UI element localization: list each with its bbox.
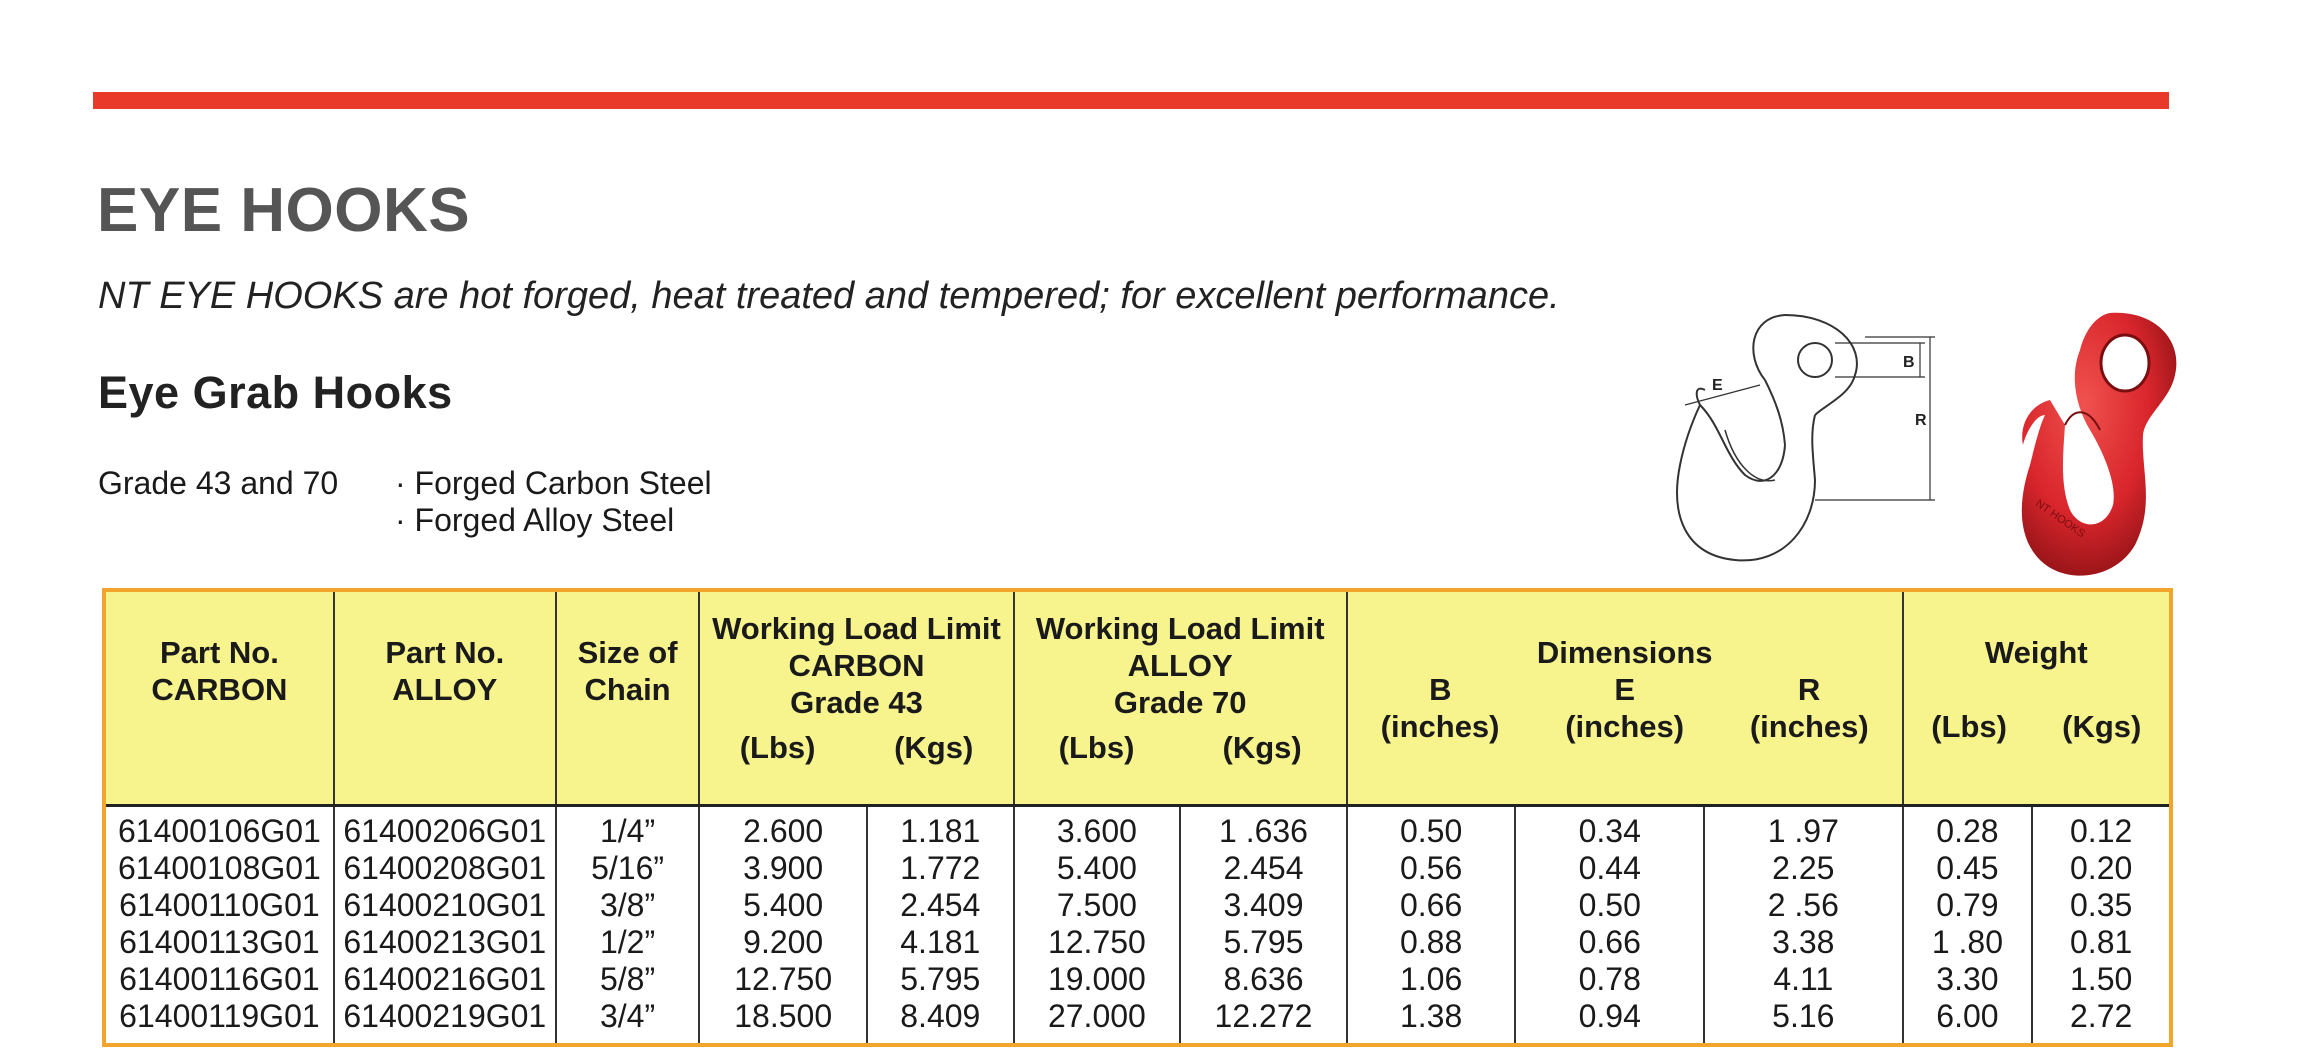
table-cell: 0.45: [1903, 850, 2033, 887]
grade-label: Grade 43 and 70: [98, 465, 339, 501]
table-cell: 5.400: [1014, 850, 1181, 887]
table-cell: 1 .80: [1903, 924, 2033, 961]
dim-b-unit: (inches): [1380, 709, 1500, 744]
table-cell: 0.50: [1347, 806, 1516, 851]
table-cell: 1 .97: [1704, 806, 1903, 851]
header-wll-carbon: Working Load Limit CARBON Grade 43 (Lbs) (Kgs): [699, 590, 1013, 806]
materials-list: [395, 465, 712, 539]
table-cell: 12.750: [1014, 924, 1181, 961]
unit-lbs: (Lbs): [1931, 709, 2007, 744]
table-cell: 1.38: [1347, 998, 1516, 1045]
header-part-alloy: Part No. ALLOY: [334, 590, 556, 806]
table-cell: 61400110G01: [104, 887, 334, 924]
table-cell: 12.272: [1180, 998, 1347, 1045]
unit-kgs: (Kgs): [2062, 709, 2142, 744]
table-cell: 5/8”: [556, 961, 700, 998]
table-cell: 3.38: [1704, 924, 1903, 961]
table-cell: 0.66: [1347, 887, 1516, 924]
table-cell: 5.795: [867, 961, 1014, 998]
header-part-carbon: Part No. CARBON: [104, 590, 334, 806]
spec-table: [102, 588, 2173, 1047]
unit-kgs: (Kgs): [1222, 730, 1302, 765]
dim-e-header: E: [1614, 672, 1636, 707]
hook-marking: NT HOOKS: [2033, 497, 2088, 541]
table-cell: 0.20: [2070, 850, 2133, 886]
table-cell: 3.409: [1180, 887, 1347, 924]
table-cell: 9.200: [699, 924, 867, 961]
table-cell: 4.11: [1704, 961, 1903, 998]
table-cell: 12.750: [699, 961, 867, 998]
table-cell: 3/8”: [556, 887, 700, 924]
table-cell: 1 .636: [1180, 806, 1347, 851]
red-eye-hook-image: [2005, 305, 2195, 585]
table-cell: 3.30: [1903, 961, 2033, 998]
table-cell: 61400108G01: [104, 850, 334, 887]
table-cell: 61400213G01: [334, 924, 556, 961]
table-cell: 5/16”: [556, 850, 700, 887]
table-cell: 61400206G01: [334, 806, 556, 851]
table-cell: 0.44: [1515, 850, 1704, 887]
table-cell: 19.000: [1014, 961, 1181, 998]
table-cell: 0.35: [2070, 887, 2133, 923]
table-cell: 61400119G01: [104, 998, 334, 1045]
table-cell: 61400219G01: [334, 998, 556, 1045]
table-cell: 6.00: [1903, 998, 2033, 1045]
table-cell: 0.78: [1515, 961, 1704, 998]
table-cell: 3.600: [1014, 806, 1181, 851]
table-cell: 18.500: [699, 998, 867, 1045]
unit-kgs: (Kgs): [894, 730, 974, 765]
table-row: [104, 924, 2171, 961]
table-row: [104, 998, 2171, 1045]
table-cell: 5.795: [1180, 924, 1347, 961]
dim-r-header: R: [1797, 672, 1821, 707]
table-cell: 0.28: [1903, 806, 2033, 851]
material-item: · Forged Carbon Steel: [395, 465, 712, 501]
table-cell: 8.409: [867, 998, 1014, 1045]
unit-lbs: (Lbs): [1058, 730, 1135, 765]
dim-label-e: E: [1712, 377, 1723, 394]
table-cell: 7.500: [1014, 887, 1181, 924]
table-cell: 27.000: [1014, 998, 1181, 1045]
table-cell: 1.06: [1347, 961, 1516, 998]
table-cell: 1/4”: [556, 806, 700, 851]
table-cell: 0.66: [1515, 924, 1704, 961]
intro-text: NT EYE HOOKS are hot forged, heat treated and tempered; for excellent performance.: [98, 275, 1560, 317]
table-cell: 8.636: [1180, 961, 1347, 998]
section-subtitle: Eye Grab Hooks: [98, 367, 453, 418]
table-cell: 61400208G01: [334, 850, 556, 887]
table-cell: 61400210G01: [334, 887, 556, 924]
dim-b-header: B: [1429, 672, 1452, 707]
table-cell: 0.12: [2070, 813, 2133, 849]
table-cell: 61400216G01: [334, 961, 556, 998]
page-title: EYE HOOKS: [97, 176, 471, 245]
table-cell: 0.81: [2070, 924, 2133, 960]
table-cell: 2.72: [2070, 998, 2133, 1034]
table-cell: 3/4”: [556, 998, 700, 1045]
table-cell: 1/2”: [556, 924, 700, 961]
dim-label-r: R: [1915, 412, 1927, 429]
table-cell: 61400106G01: [104, 806, 334, 851]
table-row: [104, 887, 2171, 924]
table-cell: 0.34: [1515, 806, 1704, 851]
table-cell: 1.50: [2070, 961, 2133, 997]
table-cell: 2.454: [1180, 850, 1347, 887]
table-cell: 0.94: [1515, 998, 1704, 1045]
table-row: [104, 961, 2171, 998]
material-item: · Forged Alloy Steel: [395, 502, 675, 538]
header-wll-alloy: Working Load Limit ALLOY Grade 70 (Lbs) (Kgs): [1014, 590, 1347, 806]
table-cell: 61400116G01: [104, 961, 334, 998]
table-cell: 5.400: [699, 887, 867, 924]
table-cell: 0.50: [1515, 887, 1704, 924]
header-size-of-chain: Size of Chain: [556, 590, 700, 806]
table-row: [104, 806, 2171, 851]
accent-bar: [93, 92, 2169, 109]
table-cell: 1.181: [867, 806, 1014, 851]
dim-label-b: B: [1903, 354, 1915, 371]
table-cell: 2.25: [1704, 850, 1903, 887]
dim-r-unit: (inches): [1749, 709, 1869, 744]
table-cell: 5.16: [1704, 998, 1903, 1045]
table-cell: 1.772: [867, 850, 1014, 887]
table-cell: 0.88: [1347, 924, 1516, 961]
dim-e-unit: (inches): [1565, 709, 1685, 744]
table-cell: 4.181: [867, 924, 1014, 961]
table-cell: 3.900: [699, 850, 867, 887]
table-row: [104, 850, 2171, 887]
table-cell: 61400113G01: [104, 924, 334, 961]
table-cell: 2.600: [699, 806, 867, 851]
table-cell: 2.454: [867, 887, 1014, 924]
table-cell: 0.79: [1903, 887, 2033, 924]
header-weight: Weight (Lbs) (Kgs): [1903, 590, 2171, 806]
table-cell: 2 .56: [1704, 887, 1903, 924]
table-cell: 0.56: [1347, 850, 1516, 887]
header-dimensions: Dimensions B E R (inches) (inches) (inches): [1347, 590, 1903, 806]
hook-dimension-diagram: [1665, 305, 1935, 575]
unit-lbs: (Lbs): [739, 730, 816, 765]
